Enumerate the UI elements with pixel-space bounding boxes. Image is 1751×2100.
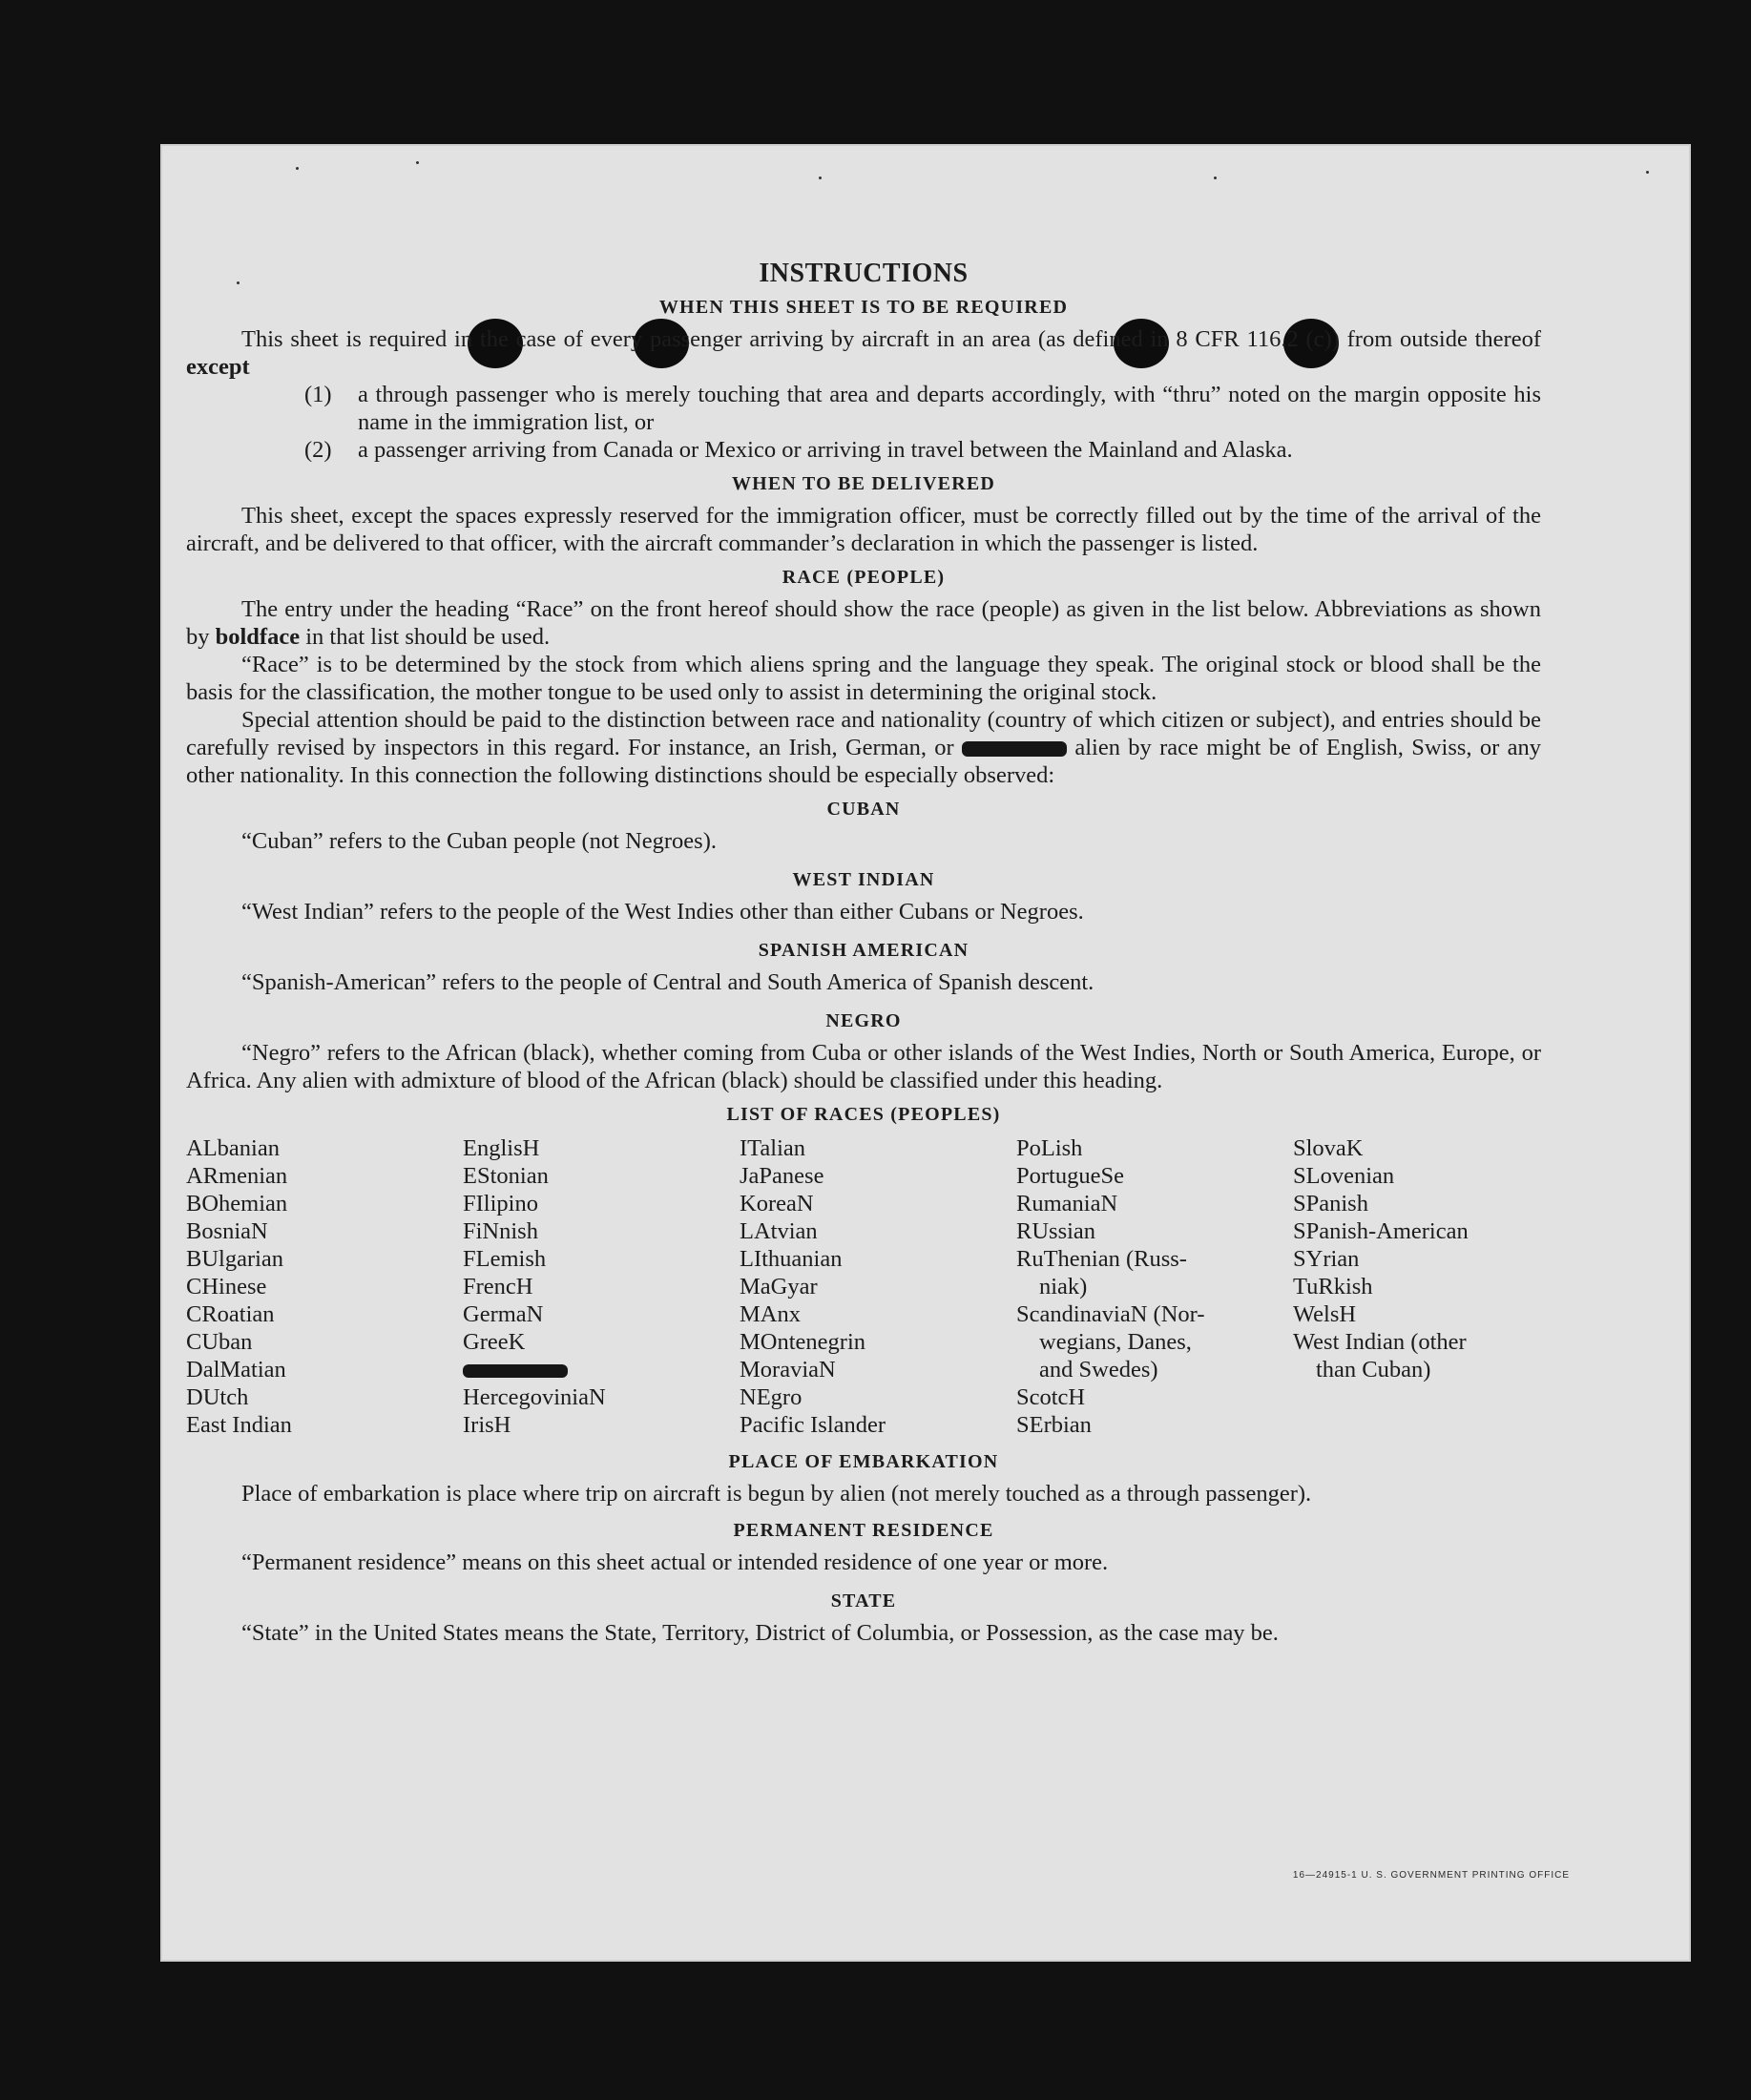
redaction-mark xyxy=(962,741,1067,757)
race-item: LIthuanian xyxy=(740,1246,843,1272)
race-item: SErbian xyxy=(1016,1412,1092,1438)
race-item: and Swedes) xyxy=(1039,1357,1158,1383)
race-item: SlovaK xyxy=(1293,1135,1364,1161)
race-item: GreeK xyxy=(463,1329,526,1355)
race-item: TuRkish xyxy=(1293,1274,1373,1300)
race-item: EnglisH xyxy=(463,1135,540,1161)
race-item: DalMatian xyxy=(186,1357,286,1383)
race-item: CRoatian xyxy=(186,1301,275,1327)
race-item: ScandinaviaN (Nor- xyxy=(1016,1301,1205,1327)
race-item: KoreaN xyxy=(740,1191,814,1216)
race-item: EStonian xyxy=(463,1163,549,1189)
race-item: SLovenian xyxy=(1293,1163,1395,1189)
race-item: ScotcH xyxy=(1016,1384,1086,1410)
race-item: WelsH xyxy=(1293,1301,1357,1327)
section-heading: WHEN TO BE DELIVERED xyxy=(731,473,996,494)
race-item: BOhemian xyxy=(186,1191,288,1216)
race-item: FIlipino xyxy=(463,1191,538,1216)
race-item: FLemish xyxy=(463,1246,547,1272)
race-item: PoLish xyxy=(1016,1135,1083,1161)
race-item: East Indian xyxy=(186,1412,292,1438)
paragraph: “West Indian” refers to the people of the West Indies other than either Cubans or Negroes. xyxy=(241,899,1084,925)
race-item: CHinese xyxy=(186,1274,267,1300)
section-heading: PLACE OF EMBARKATION xyxy=(728,1451,999,1472)
paragraph: “Negro” refers to the African (black), whether coming from Cuba or other islands of the West Indies, North or South America, Europe, or Africa. Any alien with admixture of blood of the African (black) should be classified under this heading. xyxy=(186,1040,1541,1093)
race-item: JaPanese xyxy=(740,1163,824,1189)
list-item: (2) a passenger arriving from Canada or Mexico or arriving in travel between the Mainland and Alaska. xyxy=(304,437,1293,463)
race-item: RumaniaN xyxy=(1016,1191,1118,1216)
race-item: MAnx xyxy=(740,1301,801,1327)
section-heading: RACE (PEOPLE) xyxy=(782,567,946,588)
paragraph: “Spanish-American” refers to the people of Central and South America of Spanish descent. xyxy=(241,969,1094,995)
section-heading: WHEN THIS SHEET IS TO BE REQUIRED xyxy=(658,297,1069,318)
race-item: NEgro xyxy=(740,1384,803,1410)
race-item: Pacific Islander xyxy=(740,1412,886,1438)
race-item: FiNnish xyxy=(463,1218,538,1244)
race-item: SPanish-American xyxy=(1293,1218,1469,1244)
race-column xyxy=(1293,1134,1541,1439)
race-item: ARmenian xyxy=(186,1163,288,1189)
section-heading: WEST INDIAN xyxy=(792,869,935,890)
section-heading: SPANISH AMERICAN xyxy=(758,940,969,961)
paragraph: “State” in the United States means the State, Territory, District of Columbia, or Possession, as the case may be. xyxy=(241,1620,1279,1646)
race-item: RUssian xyxy=(1016,1218,1096,1244)
section-heading: STATE xyxy=(830,1591,897,1611)
race-item: wegians, Danes, xyxy=(1039,1329,1192,1355)
race-column xyxy=(186,1134,463,1439)
instructions-body xyxy=(186,260,1541,1647)
race-item: PortugueSe xyxy=(1016,1163,1124,1189)
race-column xyxy=(740,1134,1016,1439)
paragraph: “Race” is to be determined by the stock from which aliens spring and the language they speak. The original stock or blood shall be the basis for the classification, the mother tongue to be used only to assist in determining the original stock. xyxy=(186,652,1541,705)
race-item: LAtvian xyxy=(740,1218,818,1244)
race-item: ALbanian xyxy=(186,1135,280,1161)
race-item: SPanish xyxy=(1293,1191,1368,1216)
section-heading: NEGRO xyxy=(825,1010,902,1031)
race-item: DUtch xyxy=(186,1384,249,1410)
race-item: RuThenian (Russ- xyxy=(1016,1246,1187,1272)
paragraph: This sheet, except the spaces expressly reserved for the immigration officer, must be correctly filled out by the time of the arrival of the aircraft, and be delivered to that officer, with the aircraft commander’s declaration in which the passenger is listed. xyxy=(186,503,1541,556)
race-item: ITalian xyxy=(740,1135,806,1161)
race-item: GermaN xyxy=(463,1301,544,1327)
race-item: MoraviaN xyxy=(740,1357,836,1383)
redaction-mark xyxy=(463,1356,740,1383)
race-item: CUban xyxy=(186,1329,253,1355)
race-item: West Indian (other xyxy=(1293,1329,1467,1355)
race-column xyxy=(463,1134,740,1439)
list-item: (1) a through passenger who is merely touching that area and departs accordingly, with “thru” noted on the margin opposite his name in the immigration list, or xyxy=(304,382,1541,435)
paragraph: Special attention should be paid to the distinction between race and nationality (country of which citizen or subject), and entries should be carefully revised by inspectors in this regard. For instance, an Irish, German, or alien by race might be of English, Swiss, or any other nationality. In this connection the following distinctions should be especially observed: xyxy=(186,707,1541,788)
page-title: INSTRUCTIONS xyxy=(759,259,969,288)
paragraph: This sheet is required in the case of every passenger arriving by aircraft in an area (as defined in 8 CFR 116.2 (c)) from outside thereof except xyxy=(186,326,1541,380)
race-item: SYrian xyxy=(1293,1246,1360,1272)
race-item: BosniaN xyxy=(186,1218,268,1244)
section-heading: LIST OF RACES (PEOPLES) xyxy=(726,1104,1001,1125)
race-list xyxy=(186,1134,1541,1439)
section-heading: PERMANENT RESIDENCE xyxy=(733,1520,994,1541)
race-column xyxy=(1016,1134,1293,1439)
paragraph: “Cuban” refers to the Cuban people (not Negroes). xyxy=(241,828,717,854)
race-item: MOntenegrin xyxy=(740,1329,865,1355)
race-item: MaGyar xyxy=(740,1274,818,1300)
race-item: HercegoviniaN xyxy=(463,1384,606,1410)
race-item: than Cuban) xyxy=(1316,1357,1431,1383)
race-item: niak) xyxy=(1039,1274,1088,1300)
section-heading: CUBAN xyxy=(826,799,901,820)
paragraph: Place of embarkation is place where trip on aircraft is begun by alien (not merely touched as a through passenger). xyxy=(241,1481,1312,1507)
print-footer: 16—24915-1 U. S. GOVERNMENT PRINTING OFFICE xyxy=(1292,1870,1570,1881)
race-item: BUlgarian xyxy=(186,1246,284,1272)
paragraph: The entry under the heading “Race” on the front hereof should show the race (people) as given in the list below. Abbreviations as shown by boldface in that list should be used. xyxy=(186,596,1541,650)
race-item: IrisH xyxy=(463,1412,511,1438)
race-item: FrencH xyxy=(463,1274,533,1300)
paragraph: “Permanent residence” means on this sheet actual or intended residence of one year or more. xyxy=(241,1549,1109,1575)
